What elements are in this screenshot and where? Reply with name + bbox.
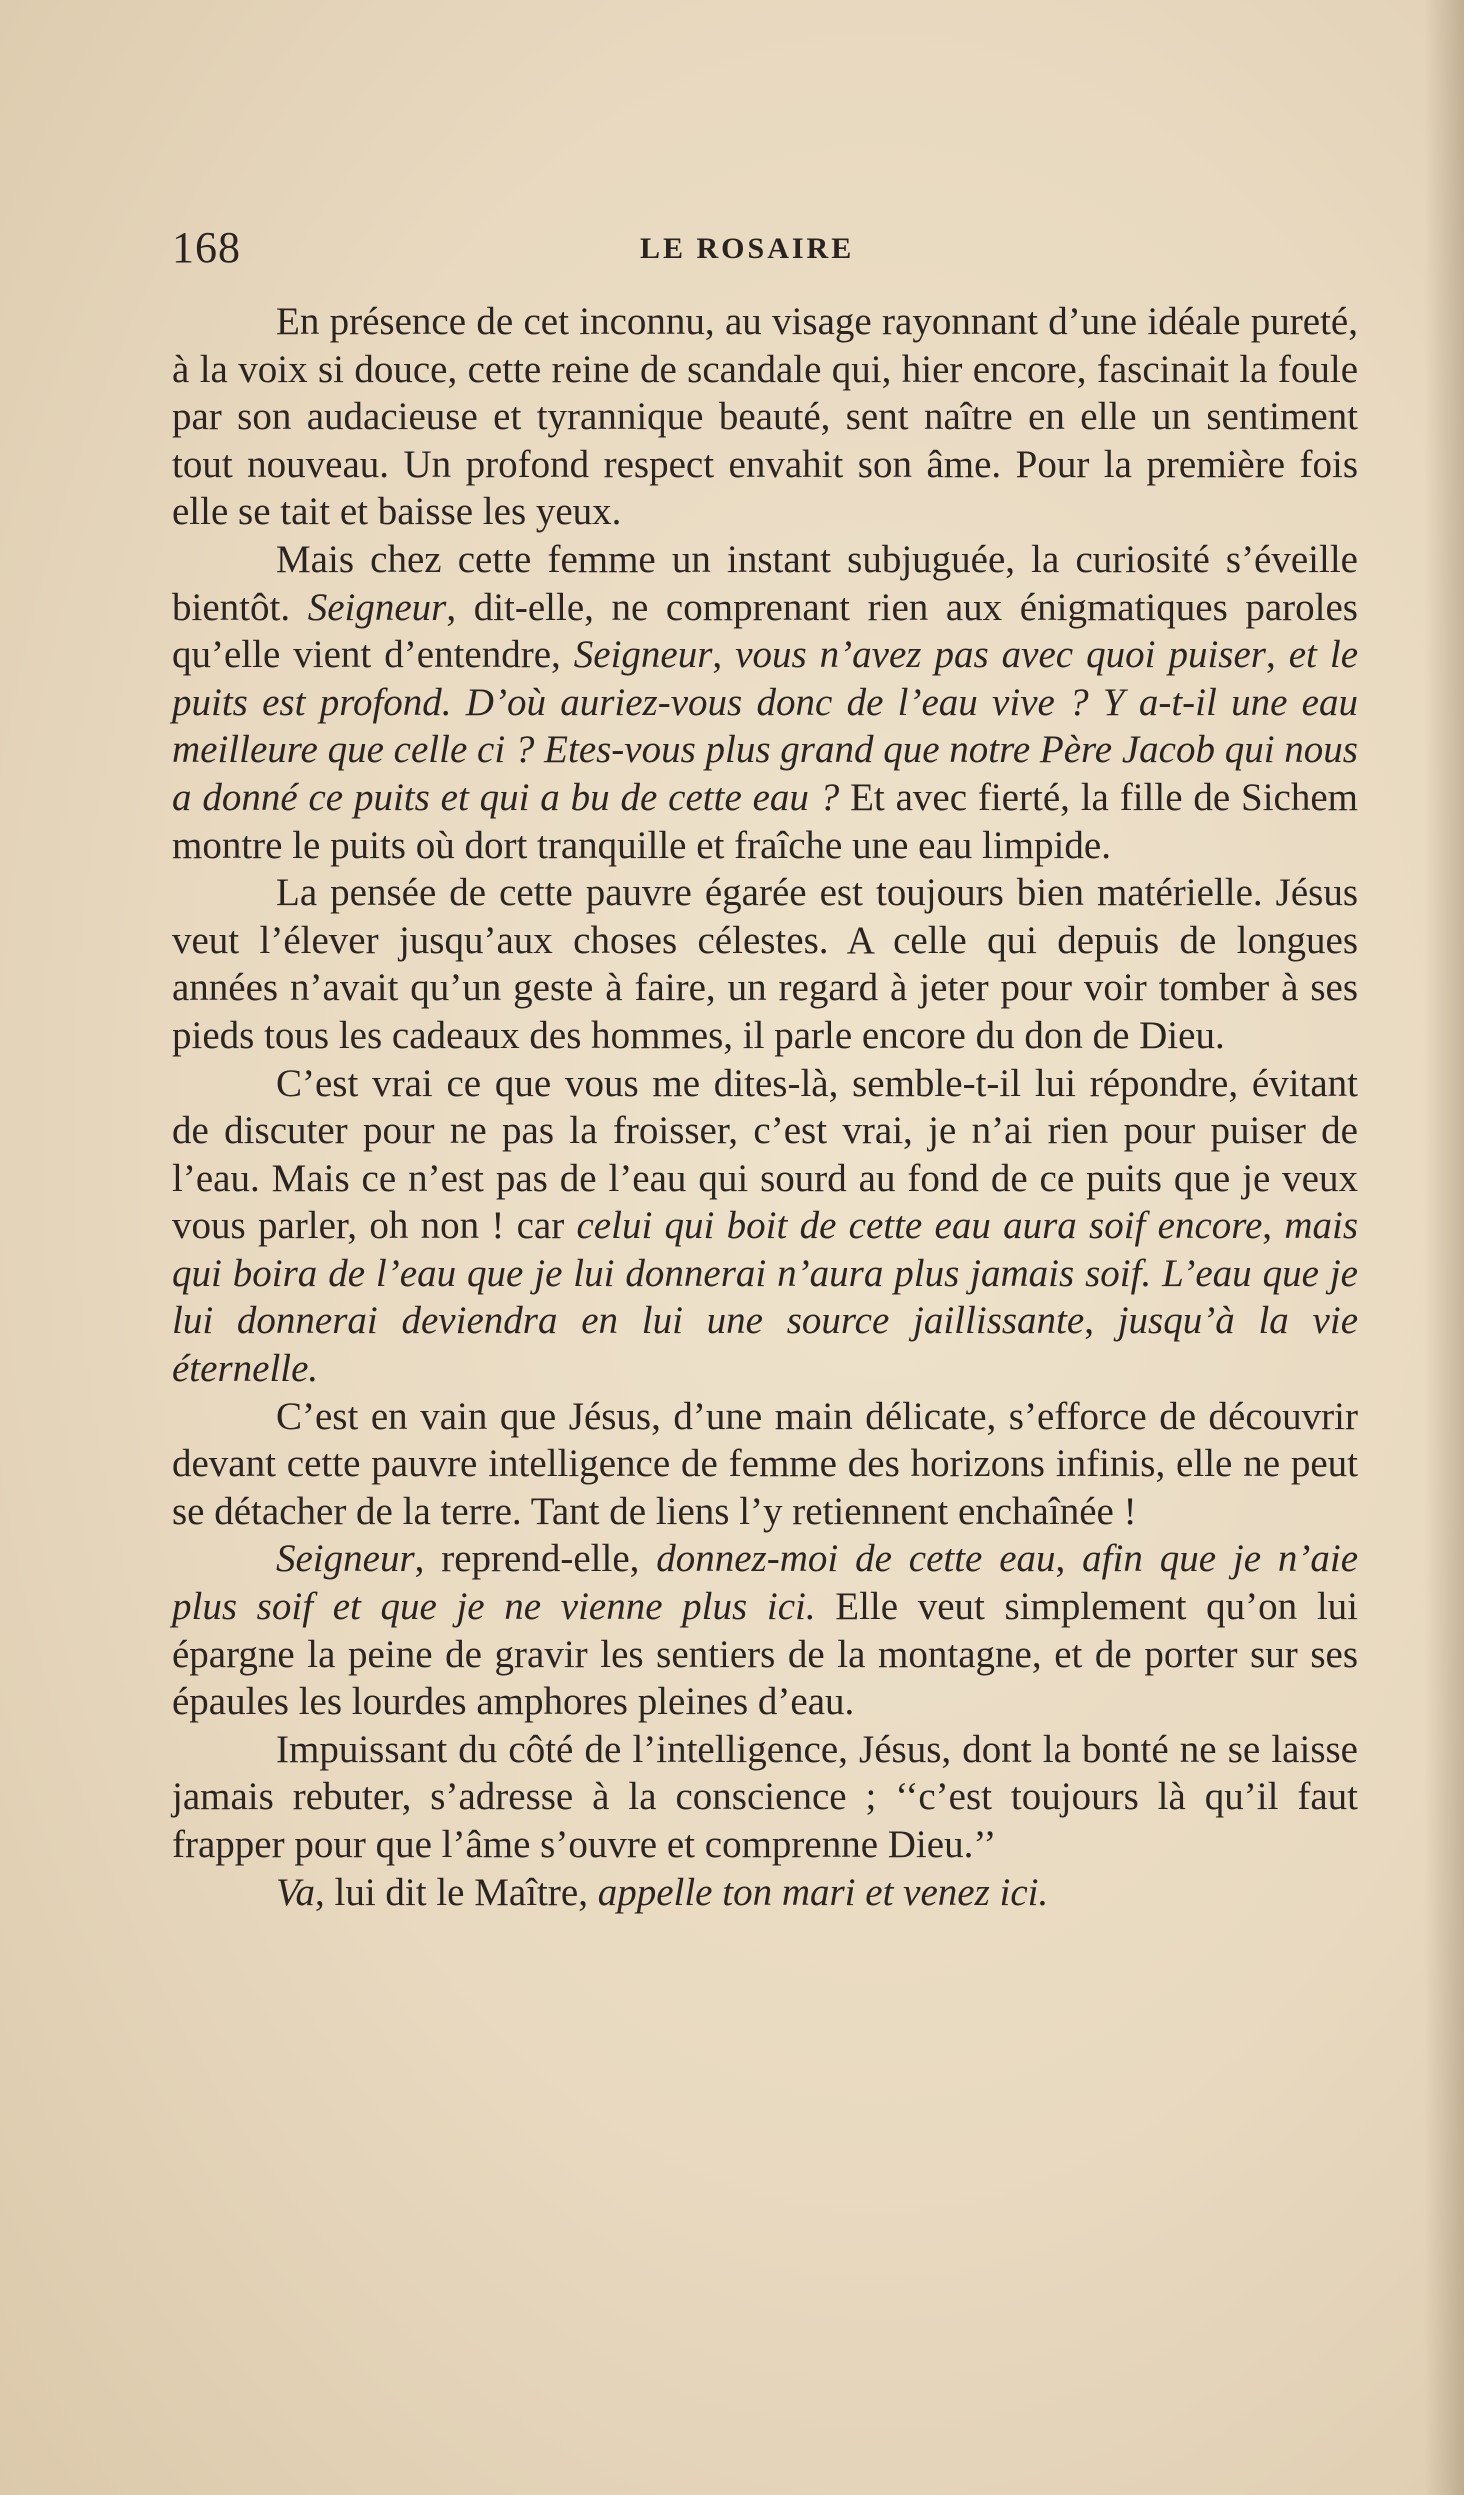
text-run: , xyxy=(1265,633,1289,677)
italic-text: appelle ton mari et venez ici. xyxy=(597,1870,1049,1914)
italic-text: Seigneur xyxy=(276,1537,415,1581)
page-header xyxy=(172,222,1372,282)
text-run: Mais chez cette femme un instant subjuguée, la curiosité s’éveille bientôt. xyxy=(172,537,1358,629)
italic-text: et le puits est profond. D’où auriez-vous donc de l’eau vive ? Y a-t-il une eau meilleure que celle ci ? Etes-vous plus grand que notre Père Jacob qui nous a donné ce puits et qui a bu de cette eau ? xyxy=(172,633,1359,819)
italic-text: Seigneur xyxy=(573,633,713,677)
page-edge-shadow xyxy=(1424,0,1464,2495)
text-run: En présence de cet inconnu, au visage rayonnant d’une idéale pureté, à la voix si douce, cette reine de scandale qui, hier encore, fascinait la foule par son audacieuse et tyrannique beauté, sent naître en elle un sentiment tout nouveau. Un profond respect envahit son âme. Pour la première fois elle se tait et baisse les yeux. xyxy=(172,300,1358,534)
italic-text: mais qui boira de l’eau que je lui donnerai n’aura plus jamais soif. L’eau que je lui donnerai deviendra en lui une source jaillissante xyxy=(172,1204,1358,1343)
text-run: La pensée de cette pauvre égarée est toujours bien matérielle. Jésus veut l’élever jusqu’aux choses célestes. A celle qui depuis de longues années n’avait qu’un geste à faire, un regard à jeter pour voir tomber à ses pieds tous les cadeaux des hommes, il parle encore du don de Dieu. xyxy=(172,871,1358,1057)
page-number: 168 xyxy=(172,223,241,272)
italic-text: jusqu’à la vie éternelle. xyxy=(172,1299,1359,1391)
italic-text: Seigneur xyxy=(307,585,447,629)
text-run: C’est en vain que Jésus, d’une main délicate, s’efforce de découvrir devant cette pauvre intelligence de femme des horizons infinis, elle ne peut se détacher de la terre. Tant de liens l’y retiennent enchaînée ! xyxy=(172,1394,1358,1533)
paragraph xyxy=(172,1393,1358,1536)
body-text xyxy=(172,298,1358,1916)
running-head: LE ROSAIRE xyxy=(640,232,855,265)
text-run: , xyxy=(1262,1204,1285,1248)
paragraph xyxy=(172,1726,1358,1869)
italic-text: vous n’avez pas avec quoi puiser xyxy=(735,633,1266,677)
italic-text: afin que je n’aie plus soif et que je ne vienne plus ici. xyxy=(172,1537,1359,1629)
paragraph xyxy=(172,1535,1358,1725)
italic-text: celui qui boit de cette eau aura soif encore xyxy=(576,1204,1263,1248)
text-run: Impuissant du côté de l’intelligence, Jésus, dont la bonté ne se laisse jamais rebuter, s’adresse à la conscience ; ‘‘c’est toujours là qu’il faut frapper pour que l’âme s’ouvre et comprenne Dieu.’’ xyxy=(172,1727,1358,1866)
text-run: , xyxy=(1055,1537,1083,1581)
paragraph xyxy=(172,869,1358,1059)
text-run: , lui dit le Maître, xyxy=(315,1870,598,1914)
italic-text: donnez-moi de cette eau xyxy=(656,1537,1056,1581)
paragraph xyxy=(172,1060,1358,1393)
text-run: , xyxy=(1084,1299,1118,1343)
italic-text: Va xyxy=(276,1870,315,1914)
text-run: Elle veut simplement qu’on lui épargne la peine de gravir les sentiers de la montagne, et de porter sur ses épaules les lourdes amphores pleines d’eau. xyxy=(172,1585,1358,1724)
text-run: C’est vrai ce que vous me dites-là, semble-t-il lui répondre, évitant de discuter pour ne pas la froisser, c’est vrai, je n’ai rien pour puiser de l’eau. Mais ce n’est pas de l’eau qui sourd au fond de ce puits que je veux vous parler, oh non ! car xyxy=(172,1061,1358,1248)
paragraph xyxy=(172,536,1358,869)
text-run: , dit-elle, ne comprenant rien aux énigmatiques paroles qu’elle vient d’entendre, xyxy=(172,585,1358,677)
text-run: , xyxy=(712,633,736,677)
paragraph xyxy=(172,298,1358,536)
paragraph xyxy=(172,1869,1358,1917)
text-run: , reprend-elle, xyxy=(414,1537,657,1581)
text-run: Et avec fierté, la fille de Sichem montre le puits où dort tranquille et fraîche une eau limpide. xyxy=(172,775,1358,867)
